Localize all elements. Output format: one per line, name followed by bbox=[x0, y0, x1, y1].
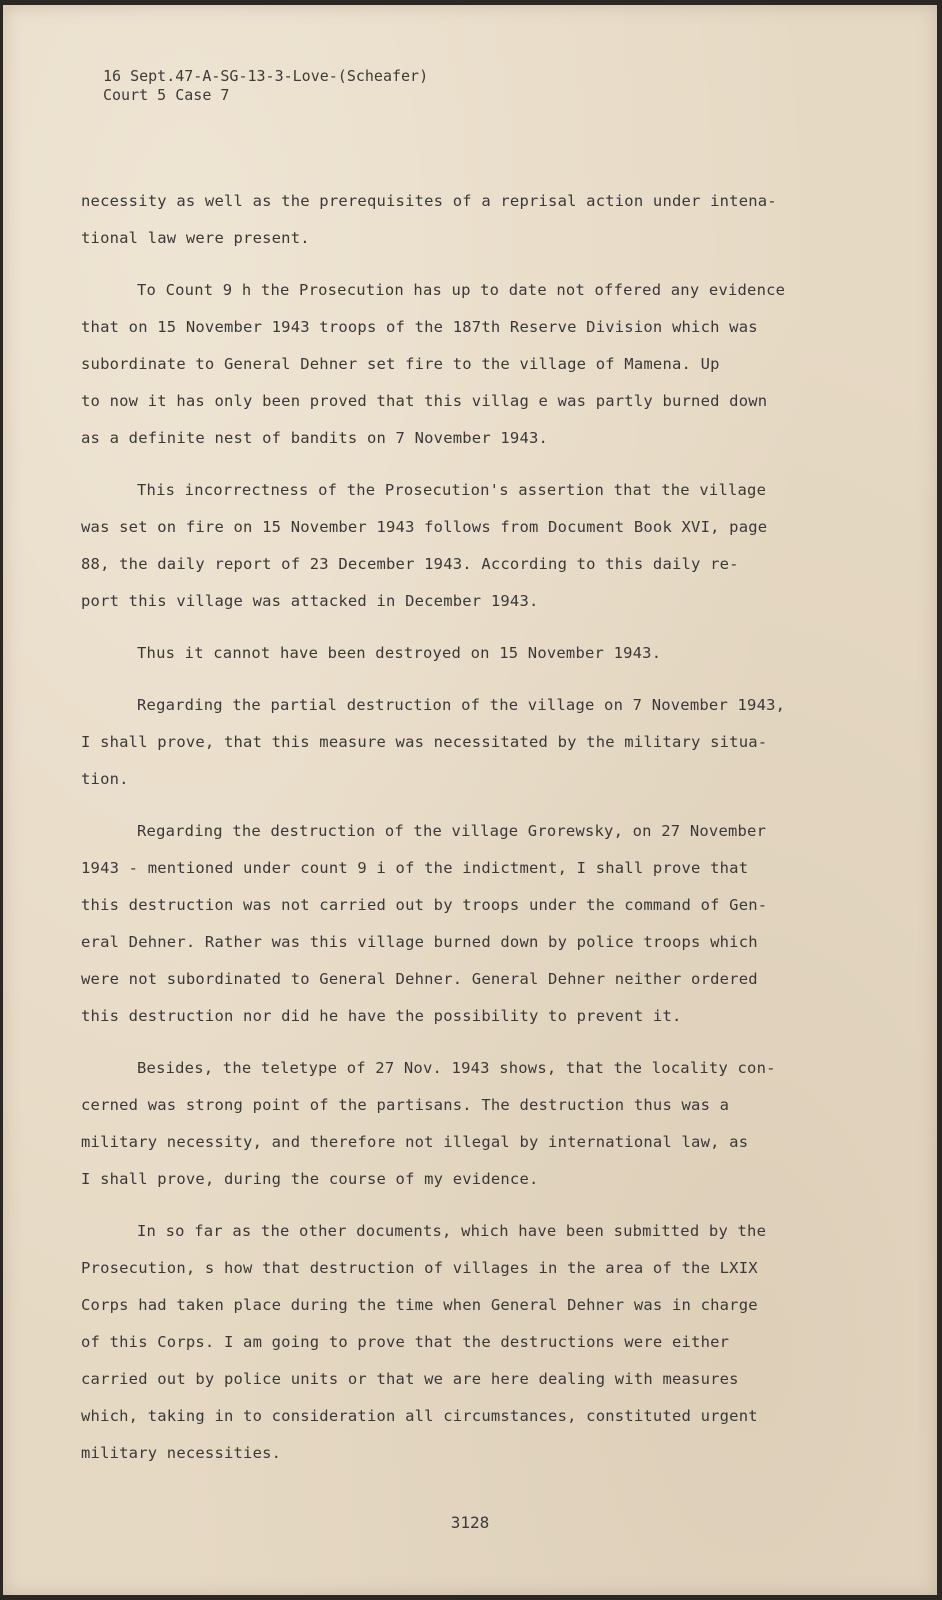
text-line: this destruction was not carried out by troops under the command of Gen- bbox=[81, 896, 768, 914]
text-line: subordinate to General Dehner set fire to the village of Mamena. Up bbox=[81, 355, 720, 373]
text-line: 88, the daily report of 23 December 1943. According to this daily re- bbox=[81, 555, 739, 573]
paragraph-8 bbox=[81, 1213, 841, 1472]
document-page bbox=[3, 5, 937, 1595]
text-line: to now it has only been proved that this villag e was partly burned down bbox=[81, 392, 768, 410]
text-line: as a definite nest of bandits on 7 November 1943. bbox=[81, 429, 549, 447]
text-line: Regarding the destruction of the village Grorewsky, on 27 November bbox=[137, 822, 767, 840]
text-line: port this village was attacked in December 1943. bbox=[81, 592, 539, 610]
paragraph-4 bbox=[81, 635, 841, 672]
paragraph-5 bbox=[81, 687, 841, 798]
text-line: that on 15 November 1943 troops of the 187th Reserve Division which was bbox=[81, 318, 758, 336]
text-line: This incorrectness of the Prosecution's assertion that the village bbox=[137, 481, 767, 499]
text-line: military necessity, and therefore not illegal by international law, as bbox=[81, 1133, 749, 1151]
text-line: necessity as well as the prerequisites of a reprisal action under intena- bbox=[81, 192, 777, 210]
scan-edge bbox=[0, 1596, 942, 1600]
text-line: tion. bbox=[81, 770, 129, 788]
document-header bbox=[103, 67, 428, 105]
text-line: 1943 - mentioned under count 9 i of the indictment, I shall prove that bbox=[81, 859, 749, 877]
header-reference-line: 16 Sept.47-A-SG-13-3-Love-(Scheafer) bbox=[103, 67, 429, 85]
text-line: I shall prove, during the course of my evidence. bbox=[81, 1170, 539, 1188]
page-number: 3128 bbox=[450, 1513, 490, 1532]
header-court-line: Court 5 Case 7 bbox=[103, 86, 230, 104]
document-body bbox=[81, 183, 841, 1472]
text-line: was set on fire on 15 November 1943 follows from Document Book XVI, page bbox=[81, 518, 768, 536]
text-line: this destruction nor did he have the possibility to prevent it. bbox=[81, 1007, 682, 1025]
paragraph-7 bbox=[81, 1050, 841, 1198]
paragraph-3 bbox=[81, 472, 841, 620]
text-line: tional law were present. bbox=[81, 229, 310, 247]
text-line: Prosecution, s how that destruction of villages in the area of the LXIX bbox=[81, 1259, 758, 1277]
text-line: In so far as the other documents, which have been submitted by the bbox=[137, 1222, 767, 1240]
text-line: eral Dehner. Rather was this village burned down by police troops which bbox=[81, 933, 758, 951]
text-line: cerned was strong point of the partisans. The destruction thus was a bbox=[81, 1096, 730, 1114]
paragraph-1 bbox=[81, 183, 841, 257]
text-line: To Count 9 h the Prosecution has up to date not offered any evidence bbox=[137, 281, 786, 299]
text-line: of this Corps. I am going to prove that the destructions were either bbox=[81, 1333, 730, 1351]
text-line: Regarding the partial destruction of the village on 7 November 1943, bbox=[137, 696, 786, 714]
text-line: Besides, the teletype of 27 Nov. 1943 shows, that the locality con- bbox=[137, 1059, 776, 1077]
text-line: were not subordinated to General Dehner. General Dehner neither ordered bbox=[81, 970, 758, 988]
text-line: Corps had taken place during the time when General Dehner was in charge bbox=[81, 1296, 758, 1314]
text-line: I shall prove, that this measure was necessitated by the military situa- bbox=[81, 733, 768, 751]
text-line: carried out by police units or that we are here dealing with measures bbox=[81, 1370, 739, 1388]
paragraph-6 bbox=[81, 813, 841, 1035]
text-line: military necessities. bbox=[81, 1444, 282, 1462]
text-line: Thus it cannot have been destroyed on 15 November 1943. bbox=[137, 644, 662, 662]
paragraph-2 bbox=[81, 272, 841, 457]
text-line: which, taking in to consideration all circumstances, constituted urgent bbox=[81, 1407, 758, 1425]
